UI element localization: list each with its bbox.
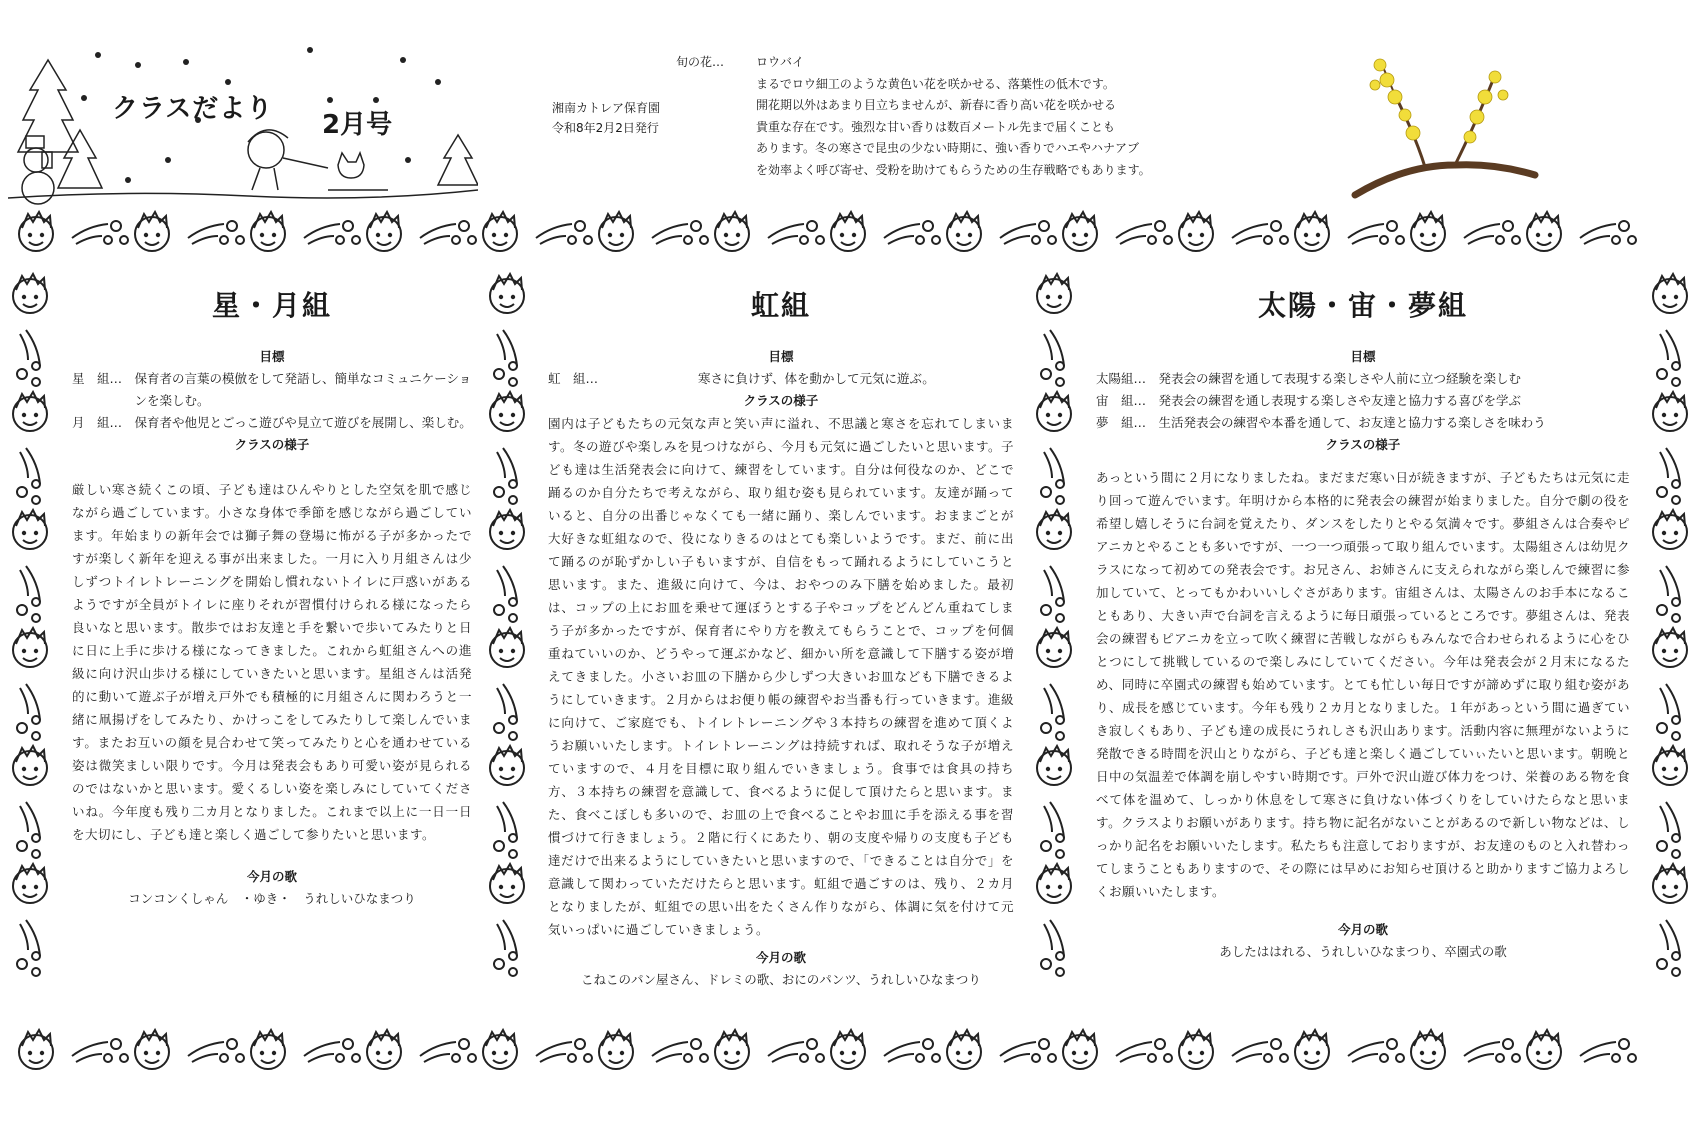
seasonal-flower-label: 旬の花…: [676, 55, 725, 69]
swirl-ornament-icon: [536, 221, 592, 244]
oni-face-icon: [1653, 628, 1687, 667]
swirl-ornament-icon: [17, 802, 40, 858]
oni-face-icon: [1037, 274, 1071, 313]
oni-face-icon: [13, 628, 47, 667]
oni-face-icon: [1653, 274, 1687, 313]
swirl-ornament-icon: [494, 448, 517, 504]
class-title: 太陽・宙・夢組: [1257, 289, 1468, 322]
column-taiyo-sora-yume: [1096, 282, 1630, 963]
class-report: 園内は子どもたちの元気な声と笑い声に溢れ、不思議と寒さを忘れてしまいます。冬の遊びや楽しみを見つけながら、今月も元気に過ごしたいと思います。子ども達は生活発表会に向けて、練習をしています。自分は何役なのか、どこで踊るのか自分たちで考えながら、取り組む姿も見られています。友達が踊っていると、自分の出番じゃなくても一緒に踊り、楽しんでいます。おままごとが大好きな虹組なので、役になりきるのはとても楽しいようです。まだ、前に出て踊るのが恥ずかしい子もいますが、自信をもって踊れるようにしていこうと思います。また、進級に向けて、今は、おやつのみ下膳を始めました。最初は、コップの上にお皿を乗せて運ぼうとする子やコップをどんどん重ねてしまう子が多かったですが、保育者にやり方を教えてもらうことで、コップを何個重ねていいのか、どうやって運ぶかなど、細かい所を意識して下膳する姿が増えてきました。小さいお皿の下膳から少しずつ大きいお皿なども下膳できるようにしていきます。２月からはお便り帳の練習やお当番も行っていきます。進級に向けて、ご家庭でも、トイレトレーニングや３本持ちの練習を進めて頂くようお願いいたします。トイレトレーニングは持続すれば、取れそうな子が増えていますので、４月を目標に取り組んでいきましょう。食事では食具の持ち方、３本持ちの練習を意識して、食べるように促して頂けたらと思います。また、食べこぼしも多いので、お皿の上で食べることやお皿に手を添える事を習慣づけて行きましょう。２階に行くにあたり、朝の支度や帰りの支度も子ども達だけで出来るようにしていきたいと思いますので、「できることは自分で」を意識して関わっていただけたらと思います。虹組で過ごすのは、残り、２カ月となりましたが、虹組での思い出をたくさん作りながら、体調に気を付けて元気いっぱいに過ごしていきましょう。: [548, 416, 1015, 937]
song-heading: 今月の歌: [755, 950, 806, 965]
goal-row: [1096, 368, 1630, 390]
column-hoshi-tsuki: [72, 282, 472, 910]
oni-face-icon: [1037, 628, 1071, 667]
swirl-ornament-icon: [1657, 448, 1680, 504]
oni-face-icon: [715, 1030, 749, 1069]
swirl-ornament-icon: [304, 221, 360, 244]
swirl-ornament-icon: [652, 221, 708, 244]
song-list: こねこのパン屋さん、ドレミの歌、おにのパンツ、うれしいひなまつり: [581, 972, 981, 987]
issue-label: 2月号: [322, 110, 393, 140]
goal-row: [72, 412, 472, 434]
goal-text: 保育者や他児とごっこ遊びや見立て遊びを展開し、楽しむ。: [134, 415, 472, 430]
swirl-ornament-icon: [304, 1039, 360, 1062]
swirl-ornament-icon: [1041, 920, 1064, 976]
goal-row: [72, 368, 472, 412]
swirl-ornament-icon: [17, 566, 40, 622]
swirl-ornament-icon: [1348, 221, 1404, 244]
swirl-ornament-icon: [768, 1039, 824, 1062]
state-heading: クラスの様子: [1325, 437, 1401, 452]
swirl-ornament-icon: [1464, 1039, 1520, 1062]
goal-row: [1096, 390, 1630, 412]
goal-heading: 目標: [259, 349, 285, 364]
seasonal-flower-line: 貴重な存在です。強烈な甘い香りは数百メートル先まで届くことも: [756, 119, 1116, 134]
oni-face-icon: [251, 1030, 285, 1069]
song-list: コンコンくしゃん ・ゆき・ うれしいひなまつり: [128, 891, 416, 906]
goal-heading: 目標: [1350, 349, 1376, 364]
oni-face-icon: [13, 864, 47, 903]
goal-label: 虹 組…: [548, 371, 699, 386]
oni-face-icon: [1037, 392, 1071, 431]
goal-text: 保育者の言葉の模倣をして発語し、簡単なコミュニケーションを楽しむ。: [134, 371, 472, 408]
swirl-ornament-icon: [1657, 802, 1680, 858]
state-heading: クラスの様子: [234, 437, 310, 452]
song-heading: 今月の歌: [246, 869, 297, 884]
nursery-name: 湘南カトレア保育園: [552, 101, 661, 115]
goal-label: 夢 組…: [1096, 415, 1159, 430]
swirl-ornament-icon: [72, 221, 128, 244]
oni-face-icon: [19, 212, 53, 251]
oni-face-icon: [135, 1030, 169, 1069]
oni-face-icon: [715, 212, 749, 251]
goal-label: 宙 組…: [1096, 393, 1159, 408]
swirl-ornament-icon: [1657, 684, 1680, 740]
swirl-ornament-icon: [536, 1039, 592, 1062]
oni-face-icon: [490, 864, 524, 903]
oni-face-icon: [19, 1030, 53, 1069]
swirl-ornament-icon: [1232, 1039, 1288, 1062]
oni-face-icon: [1411, 212, 1445, 251]
oni-face-icon: [1527, 212, 1561, 251]
oni-face-icon: [1295, 1030, 1329, 1069]
oni-face-icon: [490, 274, 524, 313]
swirl-ornament-icon: [1116, 221, 1172, 244]
goal-label: 星 組…: [72, 371, 135, 386]
oni-face-icon: [490, 510, 524, 549]
oni-face-icon: [947, 212, 981, 251]
oni-face-icon: [367, 212, 401, 251]
oni-face-icon: [1037, 864, 1071, 903]
seasonal-flower-line: まるでロウ細工のような黄色い花を咲かせる、落葉性の低木です。: [756, 76, 1115, 91]
swirl-ornament-icon: [17, 330, 40, 386]
goal-row: [1096, 412, 1630, 434]
swirl-ornament-icon: [1116, 1039, 1172, 1062]
seasonal-flower-line: 開花期以外はあまり目立ちませんが、新春に香り高い花を咲かせる: [756, 98, 1117, 112]
newsletter-title: クラスだより: [112, 94, 274, 124]
swirl-ornament-icon: [494, 802, 517, 858]
swirl-ornament-icon: [1000, 221, 1056, 244]
swirl-ornament-icon: [188, 1039, 244, 1062]
goal-text: 発表会の練習を通して表現する楽しさや人前に立つ経験を楽しむ: [1158, 371, 1522, 386]
oni-face-icon: [1411, 1030, 1445, 1069]
oni-face-icon: [483, 212, 517, 251]
swirl-ornament-icon: [17, 684, 40, 740]
goal-label: 月 組…: [72, 415, 135, 430]
oni-face-icon: [1037, 746, 1071, 785]
goal-row: [548, 368, 1014, 390]
swirl-ornament-icon: [494, 566, 517, 622]
oni-face-icon: [1527, 1030, 1561, 1069]
swirl-ornament-icon: [1232, 221, 1288, 244]
oni-face-icon: [13, 392, 47, 431]
state-heading: クラスの様子: [743, 393, 819, 408]
oni-face-icon: [831, 1030, 865, 1069]
swirl-ornament-icon: [884, 221, 940, 244]
oni-face-icon: [490, 746, 524, 785]
seasonal-flower-name: ロウバイ: [756, 55, 805, 69]
swirl-ornament-icon: [1041, 684, 1064, 740]
swirl-ornament-icon: [1041, 566, 1064, 622]
swirl-ornament-icon: [1000, 1039, 1056, 1062]
swirl-ornament-icon: [17, 448, 40, 504]
goal-label: 太陽組…: [1096, 371, 1159, 386]
oni-face-icon: [367, 1030, 401, 1069]
swirl-ornament-icon: [768, 221, 824, 244]
oni-face-icon: [1653, 392, 1687, 431]
oni-face-icon: [1295, 212, 1329, 251]
class-report: あっという間に２月になりましたね。まだまだ寒い日が続きますが、子どもたちは元気に走り回って遊んでいます。年明けから本格的に発表会の練習が始まりました。自分で劇の役を希望し嬉しそうに台詞を覚えたり、ダンスをしたりとやる気満々です。夢組さんは合奏やピアニカとやることも多いですが、一つ一つ頑張って取り組んでいます。太陽組さんは幼児クラスになって初めての発表会です。お兄さん、お姉さんに支えられながら楽しんで練習に参加していて、とってもかわいいしぐさがあります。宙組さんは、太陽さんのお手本になることもあり、大きい声で台詞を言えるように毎日頑張っているところです。夢組さんは、発表会の練習もピアニカを立って吹く練習に苦戦しながらもみんなで合わせられるように心をひとつにして挑戦しているので楽しみにしていてください。今年は発表会が２月末になるため、同時に卒園式の練習も始めています。とても忙しい毎日ですが諦めずに取り組む姿があり、成長を感じています。今年も残り２カ月となりました。１年があっという間に過ぎていき寂しくもあり、子ども達の成長にうれしさも沢山あります。活動内容に無理がないように発散できる時間を沢山とりながら、子ども達と楽しく過ごしていぃたいと思います。朝晩と日中の気温差で体調を崩しやすい時期です。戸外で沢山遊び体力をつけ、栄養のある物を食べて体を温めて、しっかり休息をして寒さに負けない体づくりをしていけたらなと思います。クラスよりお願いがあります。持ち物に記名がないことがあるので新しい物などは、しっかり記名をお願いいたします。私たちも注意しておりますが、お友達のものと入れ替わってしまうこともありますので、その際には早めにお知らせ頂けると助かりますご協力よろしくお願いいたします。: [1096, 470, 1630, 899]
oni-face-icon: [13, 746, 47, 785]
goal-heading: 目標: [768, 349, 794, 364]
swirl-ornament-icon: [72, 1039, 128, 1062]
swirl-ornament-icon: [1580, 1039, 1636, 1062]
swirl-ornament-icon: [1041, 448, 1064, 504]
oni-face-icon: [13, 274, 47, 313]
oni-face-icon: [1179, 1030, 1213, 1069]
oni-face-icon: [947, 1030, 981, 1069]
oni-face-icon: [1063, 212, 1097, 251]
oni-face-icon: [1653, 510, 1687, 549]
swirl-ornament-icon: [494, 330, 517, 386]
oni-face-icon: [1653, 864, 1687, 903]
swirl-ornament-icon: [652, 1039, 708, 1062]
oni-face-icon: [251, 212, 285, 251]
class-title: 虹組: [750, 289, 811, 322]
swirl-ornament-icon: [1657, 566, 1680, 622]
oni-face-icon: [490, 628, 524, 667]
swirl-ornament-icon: [420, 221, 476, 244]
class-report: 厳しい寒さ続くこの頃、子ども達はひんやりとした空気を肌で感じながら過ごしています。小さな身体で季節を感じながら過ごしています。年始まりの新年会では獅子舞の登場に怖がる子が多かったですが楽しく新年を迎える事が出来ました。一月に入り月組さんは少しずつトイレトレーニングを開始し慣れないトイレに戸惑いがあるようですが全員がトイレに座りそれが習慣付けられる様になったら良いなと思います。散歩ではお友達と手を繋いで歩いてみたりと日に日に上手に歩ける様になってきました。これから虹組さんへの進級に向け沢山歩ける様にしていきたいと思います。星組さんは活発的に動いて遊ぶ子が増え戸外でも積極的に月組さんに関わろうと一緒に凧揚げをしてみたり、かけっこをしてみたりして楽しんでいます。またお互いの顔を見合わせて笑ってみたりと心を通わせている姿は微笑ましい限りです。今月は発表会もあり可愛い姿が見られるのではないかと思います。愛くるしい姿を楽しみにしていてくださいね。今年度も残り二カ月となりました。これまで以上に一日一日を大切にし、子ども達と楽しく過ごして参りたいと思います。: [72, 482, 472, 842]
swirl-ornament-icon: [1041, 330, 1064, 386]
oni-face-icon: [490, 392, 524, 431]
issue-date: 令和8年2月2日発行: [552, 121, 659, 135]
oni-face-icon: [1063, 1030, 1097, 1069]
song-list: あしたははれる、うれしいひなまつり、卒園式の歌: [1219, 944, 1507, 959]
swirl-ornament-icon: [1348, 1039, 1404, 1062]
class-title: 星・月組: [211, 289, 332, 322]
oni-face-icon: [599, 1030, 633, 1069]
song-heading: 今月の歌: [1337, 922, 1388, 937]
oni-face-icon: [1653, 746, 1687, 785]
column-niji: [548, 282, 1014, 991]
swirl-ornament-icon: [188, 221, 244, 244]
oni-face-icon: [135, 212, 169, 251]
oni-face-icon: [1179, 212, 1213, 251]
seasonal-flower-line: を効率よく呼び寄せ、受粉を助けてもらうための生存戦略でもあります。: [756, 162, 1151, 177]
swirl-ornament-icon: [1041, 802, 1064, 858]
swirl-ornament-icon: [494, 684, 517, 740]
swirl-ornament-icon: [494, 920, 517, 976]
swirl-ornament-icon: [17, 920, 40, 976]
swirl-ornament-icon: [884, 1039, 940, 1062]
seasonal-flower-line: あります。冬の寒さで昆虫の少ない時期に、強い香りでハエやハナアブ: [756, 141, 1140, 155]
oni-face-icon: [483, 1030, 517, 1069]
swirl-ornament-icon: [420, 1039, 476, 1062]
goal-text: 寒さに負けず、体を動かして元気に遊ぶ。: [698, 371, 935, 386]
oni-face-icon: [13, 510, 47, 549]
goal-text: 発表会の練習を通し表現する楽しさや友達と協力する喜びを学ぶ: [1158, 393, 1522, 408]
swirl-ornament-icon: [1580, 221, 1636, 244]
swirl-ornament-icon: [1657, 330, 1680, 386]
oni-face-icon: [1037, 510, 1071, 549]
goal-text: 生活発表会の練習や本番を通して、お友達と協力する楽しさを味わう: [1158, 415, 1546, 430]
oni-face-icon: [599, 212, 633, 251]
swirl-ornament-icon: [1657, 920, 1680, 976]
swirl-ornament-icon: [1464, 221, 1520, 244]
oni-face-icon: [831, 212, 865, 251]
